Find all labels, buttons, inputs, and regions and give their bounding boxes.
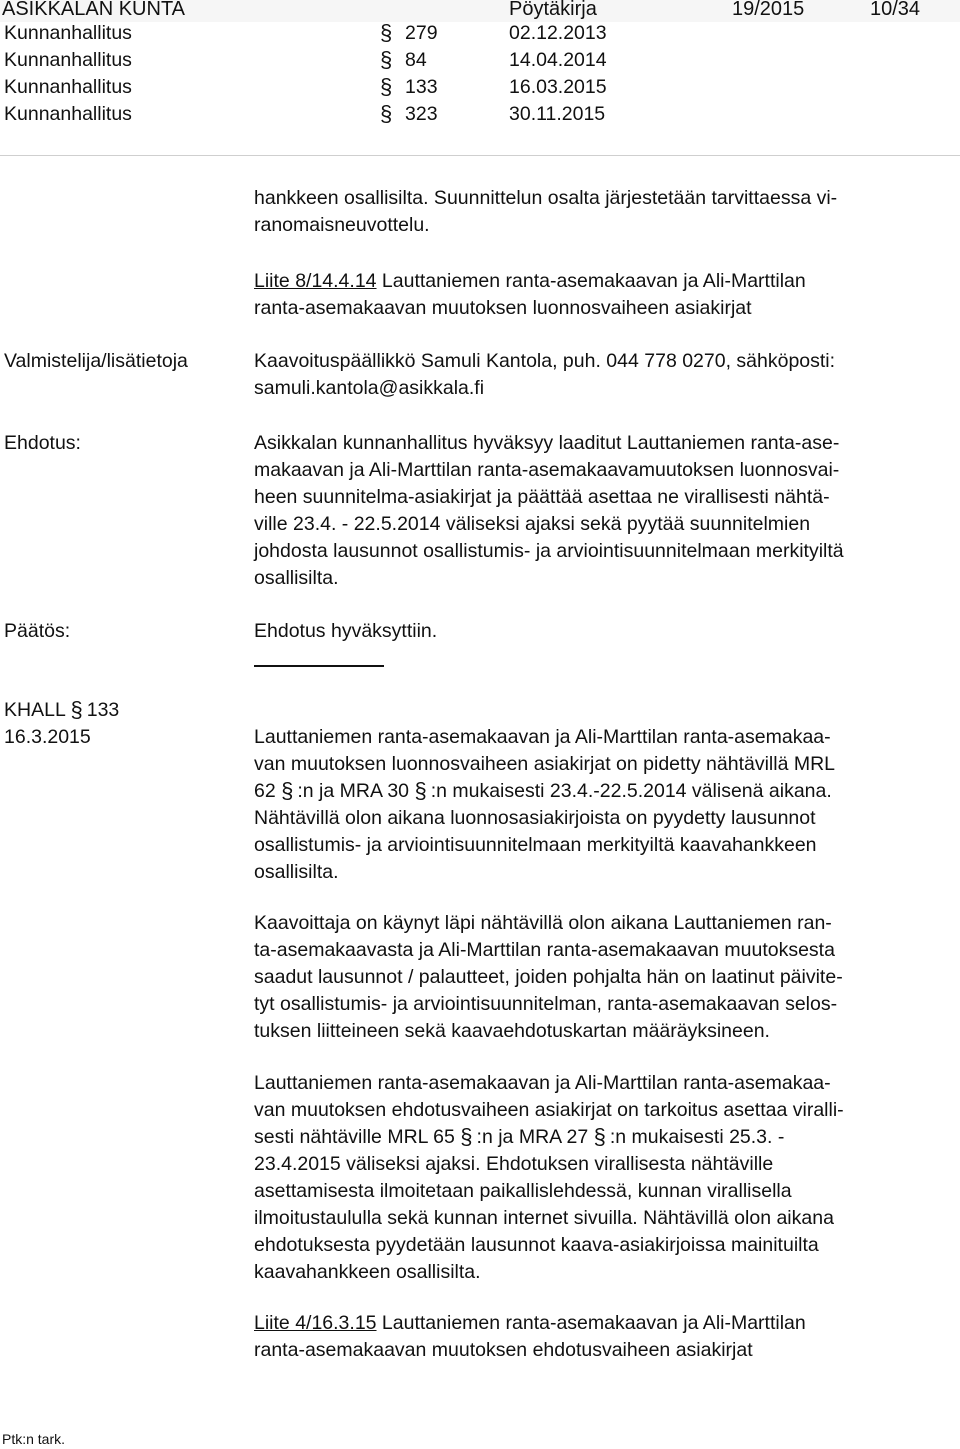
intro-paragraph: hankkeen osallisilta. Suunnittelun osalta järjestetään tarvittaessa vi- ranomaisneuvottelu. xyxy=(254,187,838,236)
preparer-info: Kaavoituspäällikkö Samuli Kantola, puh. 044 778 0270, sähköposti: samuli.kantola@asikkala.fi xyxy=(254,350,836,399)
section-symbol: § xyxy=(460,1124,473,1149)
section-symbol: § xyxy=(70,697,83,722)
history-date: 02.12.2013 xyxy=(509,22,607,44)
section-symbol: § xyxy=(380,47,393,72)
preparer-label: Valmistelija/lisätietoja xyxy=(4,350,188,372)
header-divider xyxy=(0,155,960,156)
history-date: 30.11.2015 xyxy=(509,103,606,125)
meeting-section-label: KHALL § 133 xyxy=(4,697,120,722)
proposal-label: Ehdotus: xyxy=(4,432,81,454)
attachment-link[interactable]: Liite 4/16.3.15 xyxy=(254,1312,377,1334)
history-section-number: 279 xyxy=(405,22,438,44)
organization-name: ASIKKALAN KUNTA xyxy=(2,0,186,20)
history-body: Kunnanhallitus xyxy=(4,76,132,98)
section-symbol: § xyxy=(380,74,393,99)
history-section-number: 323 xyxy=(405,103,438,125)
history-date: 16.03.2015 xyxy=(509,76,607,98)
section-symbol: § xyxy=(414,778,427,803)
document-type: Pöytäkirja xyxy=(509,0,597,20)
history-body: Kunnanhallitus xyxy=(4,103,132,125)
signature-line xyxy=(254,665,384,667)
section-symbol: § xyxy=(380,20,393,45)
decision-text: Ehdotus hyväksyttiin. xyxy=(254,620,438,642)
section-symbol: § xyxy=(380,101,393,126)
attachment-reference: Liite 4/16.3.15 Lauttaniemen ranta-asemakaavan ja Ali-Marttilan ranta-asemakaavan muutoksen ehdotusvaiheen asiakirjat xyxy=(254,1312,806,1361)
history-date: 14.04.2014 xyxy=(509,49,607,71)
section-symbol: § xyxy=(281,778,294,803)
attachment-link[interactable]: Liite 8/14.4.14 xyxy=(254,270,377,292)
khall-paragraph-2: Kaavoittaja on käynyt läpi nähtävillä olon aikana Lauttaniemen ran- ta-asemakaavasta ja Ali-Marttilan ranta-asemakaavan muutoksesta saadut lausunnot / palautteet, joiden pohjalta hän on laatinut päivite- tyt osallistumis- ja arviointisuunnitelman, ranta-asemakaavan selos- tuksen liitteineen sekä kaavaehdotuskartan määräyksineen. xyxy=(254,912,843,1042)
meeting-date-label: 16.3.2015 xyxy=(4,726,91,748)
decision-label: Päätös: xyxy=(4,620,71,642)
minutes-checker-footer: Ptk:n tark. xyxy=(2,1431,66,1447)
section-symbol: § xyxy=(593,1124,606,1149)
page-number: 10/34 xyxy=(870,0,921,20)
document-number: 19/2015 xyxy=(732,0,805,20)
history-section-number: 84 xyxy=(405,49,427,71)
proposal-text: Asikkalan kunnanhallitus hyväksyy laaditut Lauttaniemen ranta-ase- makaavan ja Ali-Marttilan ranta-asemakaavamuutoksen luonnosvai- heen suunnitelma-asiakirjat ja päättää asettaa ne virallisesti nähtä- ville 23.4. - 22.5.2014 väliseksi ajaksi sekä pyytää suunnitelmien johdosta lausunnot osallistumis- ja arviointisuunnitelmaan merkityiltä osallisilta. xyxy=(254,432,844,589)
history-body: Kunnanhallitus xyxy=(4,49,132,71)
attachment-reference: Liite 8/14.4.14 Lauttaniemen ranta-asemakaavan ja Ali-Marttilan ranta-asemakaavan muutoksen luonnosvaiheen asiakirjat xyxy=(254,270,806,319)
history-body: Kunnanhallitus xyxy=(4,22,132,44)
history-section-number: 133 xyxy=(405,76,438,98)
khall-paragraph-3: Lauttaniemen ranta-asemakaavan ja Ali-Marttilan ranta-asemakaa- van muutoksen ehdotusvaiheen asiakirjat on tarkoitus asettaa viralli- sesti nähtäville MRL 65 § :n ja MRA 27 § :n mukaisesti 25.3. - 23.4.2015 väliseksi ajaksi. Ehdotuksen virallisesta nähtäville asettamisesta ilmoitetaan paikallislehdessä, kunnan virallisella ilmoitustaululla sekä kunnan internet sivuilla. Nähtävillä olon aikana ehdotuksesta pyydetään lausunnot kaava-asiakirjoissa mainituilta kaavahankkeen osallisilta. xyxy=(254,1072,844,1283)
khall-paragraph-1: Lauttaniemen ranta-asemakaavan ja Ali-Marttilan ranta-asemakaa- van muutoksen luonnosvaiheen asiakirjat on pidetty nähtävillä MRL 62 § :n ja MRA 30 § :n mukaisesti 23.4.-22.5.2014 välisenä aikana. Nähtävillä olon aikana luonnosasiakirjoista on pyydetty lausunnot osallistumis- ja arviointisuunnitelmaan merkityiltä kaavahankkeen osallisilta. xyxy=(254,726,836,883)
